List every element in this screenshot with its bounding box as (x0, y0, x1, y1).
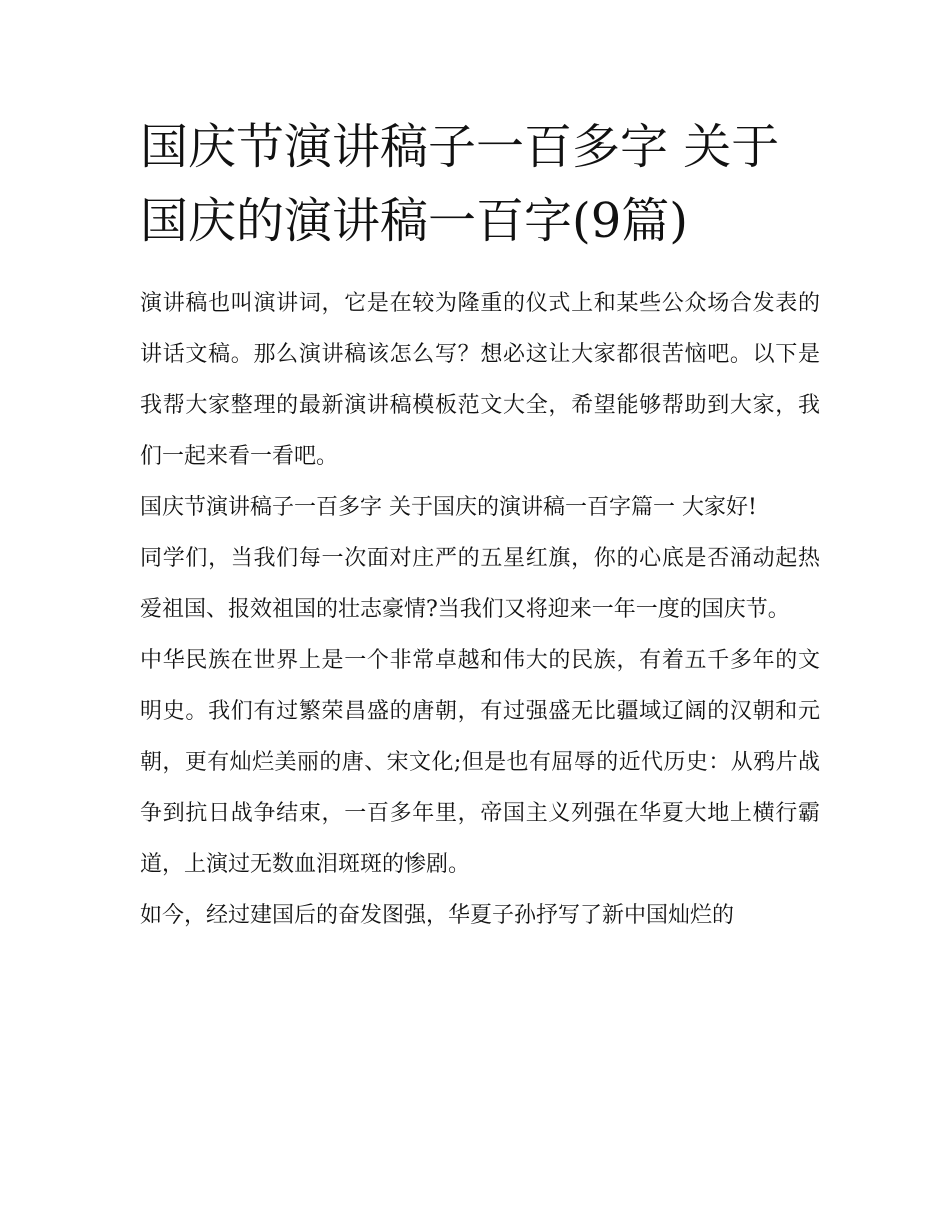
paragraph-section-heading: 国庆节演讲稿子一百多字 关于国庆的演讲稿一百字篇一 大家好! (140, 495, 757, 520)
paragraph-classmates: 同学们，当我们每一次面对庄严的五星红旗，你的心底是否涌动起热爱祖国、报效祖国的壮志豪情?当我们又将迎来一年一度的国庆节。 (140, 546, 820, 622)
paragraph-today: 如今，经过建国后的奋发图强，华夏子孙抒写了新中国灿烂的 (140, 903, 735, 928)
document-page (140, 110, 820, 941)
paragraph-intro: 演讲稿也叫演讲词，它是在较为隆重的仪式上和某些公众场合发表的讲话文稿。那么演讲稿该怎么写？想必这让大家都很苦恼吧。以下是我帮大家整理的最新演讲稿模板范文大全，希望能够帮助到大家，我们一起来看一看吧。 (140, 291, 820, 469)
document-title: 国庆节演讲稿子一百多字 关于国庆的演讲稿一百字(9篇) (140, 119, 780, 249)
paragraph-history: 中华民族在世界上是一个非常卓越和伟大的民族，有着五千多年的文明史。我们有过繁荣昌盛的唐朝，有过强盛无比疆域辽阔的汉朝和元朝，更有灿烂美丽的唐、宋文化;但是也有屈辱的近代历史：从鸦片战争到抗日战争结束，一百多年里，帝国主义列强在华夏大地上横行霸道，上演过无数血泪斑斑的惨剧。 (140, 648, 820, 877)
